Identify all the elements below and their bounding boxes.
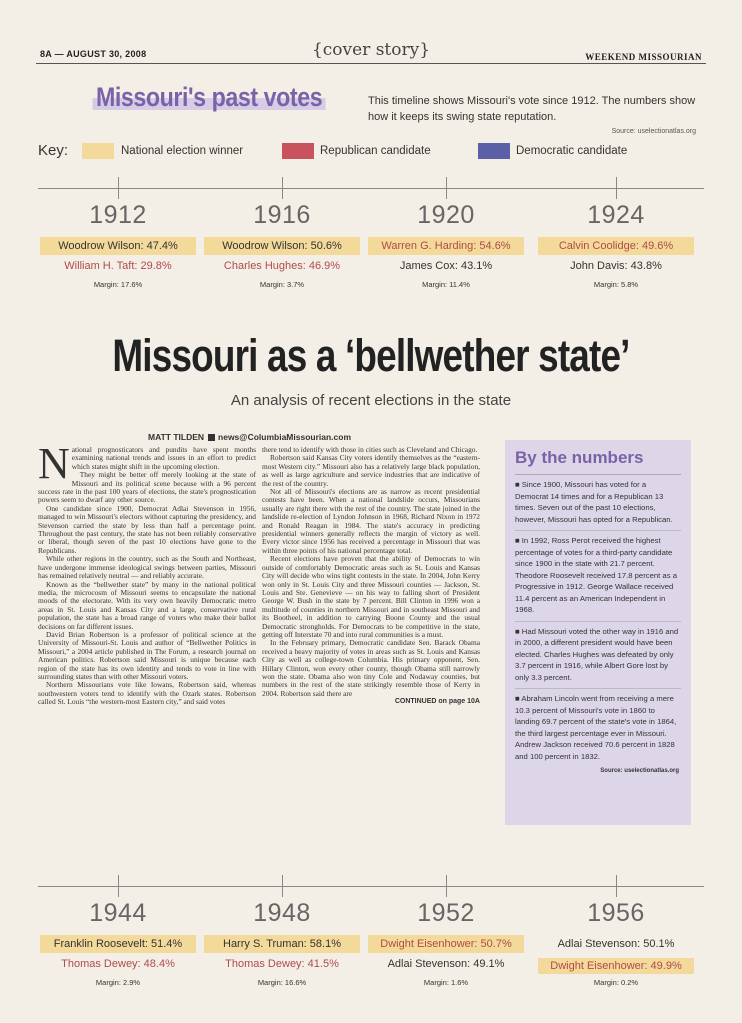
timeline-intro: This timeline shows Missouri's vote since 1912. The numbers show how it keeps its swing state reputation. xyxy=(368,95,696,123)
article-column-2 xyxy=(262,446,480,707)
tl-bot-year-1952: 1952 xyxy=(417,899,475,927)
timeline-axis-bottom xyxy=(38,886,704,887)
sidebar-divider xyxy=(515,530,681,531)
article-paragraph: Northern Missourians vote like Iowans, Robertson said, whereas southwestern voters tend to identify with the Ozark states. Robertson called St. Louis “the western-most Eastern city,” and said votes xyxy=(38,680,256,707)
tl-bot-year-1944: 1944 xyxy=(89,899,147,927)
margin-label: Margin: 11.4% xyxy=(422,280,470,289)
key-text-winner: National election winner xyxy=(121,145,244,157)
key-swatch-republican xyxy=(282,143,314,159)
candidate-first: Dwight Eisenhower: 50.7% xyxy=(368,935,524,953)
tl-bot-tick-1952 xyxy=(446,875,447,897)
article-paragraph: Robertson said Kansas City voters identify themselves as the “eastern-most Western city.” Missouri also has a relatively large black population, as well as large agriculture and service industries that are indicative of the rest of the country. xyxy=(262,453,480,488)
article-paragraph: there tend to identify with those in cities such as Cleveland and Chicago. xyxy=(262,445,478,454)
candidate-second: Charles Hughes: 46.9% xyxy=(223,260,341,272)
candidate-second: Thomas Dewey: 48.4% xyxy=(61,958,175,970)
article-paragraph: While other regions in the country, such as the South and Northeast, have undergone immense ideological swings between parties, Missouri has remained relatively neutral — and reliably accurate. xyxy=(38,554,256,581)
article-paragraph: They might be better off merely looking at the state of Missouri and its political scene because with a 96 percent success rate in the past 100 years of elections, the state's prognostication powers seem to dwarf any other source. xyxy=(38,470,256,505)
article-paragraph: In the February primary, Democratic candidate Sen. Barack Obama received a heavy majority of votes in areas such as St. Louis and Kansas City as well as college-town Columbia. His primary opponent, Sen. Hillary Clinton, won every other county, though Obama still narrowly won the state. Obama also won tiny Cole and Nodaway counties, but numbers in the rest of the state strikingly resemble those of Kerry in 2004. Robertson said there are xyxy=(262,638,480,698)
candidate-first: Calvin Coolidge: 49.6% xyxy=(538,237,694,255)
article-column-1 xyxy=(38,439,256,707)
article-paragraph: One candidate since 1900, Democrat Adlai Stevenson in 1956, managed to win Missouri's electors without capturing the presidency, and Stevenson carried the state by less than half a percentage point. Throughout the past century, the state has not been reliably conservative or liberal, though seven of the past 10 elections have gone to the Republicans. xyxy=(38,503,256,555)
margin-label: Margin: 3.7% xyxy=(259,280,305,289)
candidate-first: Franklin Roosevelt: 51.4% xyxy=(40,935,196,953)
sidebar-item: ■ In 1992, Ross Perot received the highest percentage of votes for a third-party candidate since 1900 in the state with 21.7 percent. Theodore Roosevelt received 17.8 percent as a Progressive in 1912. George Wallace received 11.4 percent as an American Independent in 1968. xyxy=(515,536,677,614)
key-label: Key: xyxy=(38,142,69,159)
sidebar-title: By the numbers xyxy=(515,448,644,467)
key-text-democratic: Democratic candidate xyxy=(516,145,628,157)
margin-label: Margin: 16.6% xyxy=(257,978,307,987)
margin-label: Margin: 1.6% xyxy=(423,978,469,987)
tl-top-tick-1924 xyxy=(616,177,617,199)
candidate-first: Harry S. Truman: 58.1% xyxy=(204,935,360,953)
tl-bot-year-1956: 1956 xyxy=(587,899,645,927)
tl-top-tick-1920 xyxy=(446,177,447,199)
tl-top-year-1924: 1924 xyxy=(587,201,645,229)
by-the-numbers-sidebar xyxy=(505,440,691,825)
key-swatch-democratic xyxy=(478,143,510,159)
timeline-title xyxy=(96,82,322,113)
timeline-source: Source: uselectionatlas.org xyxy=(611,128,696,135)
page-folio: 8A — AUGUST 30, 2008 xyxy=(40,49,147,59)
header-rule xyxy=(36,63,706,64)
section-label: {cover story} xyxy=(311,40,431,60)
candidate-second: William H. Taft: 29.8% xyxy=(64,260,172,272)
timeline-axis-top xyxy=(38,188,704,189)
sidebar-rule xyxy=(515,474,681,475)
headline: Missouri as a ‘bellwether state’ xyxy=(112,330,630,381)
article-paragraph: ational prognosticators and pundits have spent months examining national trends and issues in an effort to predict which states might shift in the upcoming election. xyxy=(71,445,256,471)
timeline-title-text: Missouri's past votes xyxy=(96,82,323,112)
sidebar-source: Source: uselectionatlas.org xyxy=(600,768,679,774)
tl-bot-year-1948: 1948 xyxy=(253,899,311,927)
key-swatch-winner xyxy=(82,143,114,159)
margin-label: Margin: 17.6% xyxy=(93,280,143,289)
candidate-second: James Cox: 43.1% xyxy=(399,260,493,272)
publication-name: WEEKEND MISSOURIAN xyxy=(585,52,702,62)
tl-bot-tick-1944 xyxy=(118,875,119,897)
article-paragraph: Known as the “bellwether state” by many in the national political media, the microcosm of Missouri seems to encapsulate the national moods of the electorate. With its very own heavily Democratic metro areas in St. Louis and Kansas City and a large, conservative rural population, the state has a broad range of voters who make their ballot decisions on far different issues. xyxy=(38,579,256,631)
tl-top-tick-1912 xyxy=(118,177,119,199)
tl-top-year-1920: 1920 xyxy=(417,201,475,229)
candidate-first: Woodrow Wilson: 47.4% xyxy=(40,237,196,255)
candidate-second: John Davis: 43.8% xyxy=(570,260,662,272)
tl-top-tick-1916 xyxy=(282,177,283,199)
candidate-first: Woodrow Wilson: 50.6% xyxy=(204,237,360,255)
sidebar-divider xyxy=(515,621,681,622)
tl-bot-tick-1956 xyxy=(616,875,617,897)
candidate-second: Adlai Stevenson: 49.1% xyxy=(387,958,505,970)
byline-name: MATT TILDEN xyxy=(148,432,205,442)
candidate-second: Dwight Eisenhower: 49.9% xyxy=(538,958,694,974)
drop-cap: N xyxy=(38,439,70,488)
sidebar-item: ■ Since 1900, Missouri has voted for a Democrat 14 times and for a Republican 13 times. Seven out of the past 10 elections, however, Missouri has opted for a Republican. xyxy=(515,480,673,524)
sidebar-divider xyxy=(515,688,681,689)
article-paragraph: Not all of Missouri's elections are as narrow as recent presidential contests have been. When a national landslide occurs, Missourians usually are right there with the rest of the country. The state joined in the landslide re-election of Lyndon Johnson in 1968, Richard Nixon in 1972 and Ronald Reagan in 1984. The state's accuracy in predicting presidential winners generally reflects the margin of victory as well. Every victor since 1956 has received a percentage in Missouri that was within three points of his national percentage total. xyxy=(262,487,480,555)
candidate-second: Thomas Dewey: 41.5% xyxy=(225,958,339,970)
tl-top-year-1912: 1912 xyxy=(89,201,147,229)
candidate-first: Adlai Stevenson: 50.1% xyxy=(557,938,675,950)
article-paragraph: David Brian Robertson is a professor of political science at the University of Missouri-St. Louis and author of “Bellwether Politics in Missouri,” a 2004 article published in The Forum, a research journal on American politics. Robertson said Missouri is unique because each region of the state has its own identity and tends to vote in line with surrounding states than with other Missouri voters. xyxy=(38,629,256,681)
candidate-first: Warren G. Harding: 54.6% xyxy=(368,237,524,255)
margin-label: Margin: 0.2% xyxy=(593,978,639,987)
sidebar-item: ■ Abraham Lincoln went from receiving a mere 10.3 percent of Missouri's vote in 1860 to landing 69.7 percent of the state's vote in 1864, the third largest percentage ever in Missouri. Andrew Jackson received 70.6 percent in 1828 and 100 percent in 1832. xyxy=(515,694,677,761)
margin-label: Margin: 5.8% xyxy=(593,280,639,289)
byline-email: news@ColumbiaMissourian.com xyxy=(218,432,352,442)
subhead: An analysis of recent elections in the state xyxy=(230,392,512,409)
sidebar-item: ■ Had Missouri voted the other way in 1916 and in 2000, a different president would have been elected. Charles Hughes was defeated by only 3.7 percent in 1916, while Albert Gore lost by only 3.3 percent. xyxy=(515,626,679,682)
byline xyxy=(148,432,351,442)
continued-line: CONTINUED on page 10A xyxy=(394,698,480,706)
article-paragraph: Recent elections have proven that the ability of Democrats to win outside of comfortably Democratic areas such as St. Louis and Kansas City will decide who wins tight contests in the state. In 2004, John Kerry won only in St. Louis City and three Missouri counties — Jackson, St. Louis and Ste. Genevieve — on his way to falling short of President George W. Bush in the state by 7 percent. Bill Clinton in 1996 won a multitude of counties in northern Missouri and in southeast Missouri and its Bootheel, in addition to carrying Boone County and the usual Democratic strongholds. For Democrats to be competitive in the state, getting off Interstate 70 and into rural communities is a must. xyxy=(262,554,480,639)
tl-top-year-1916: 1916 xyxy=(253,201,311,229)
tl-bot-tick-1948 xyxy=(282,875,283,897)
key-text-republican: Republican candidate xyxy=(320,145,431,157)
margin-label: Margin: 2.9% xyxy=(95,978,141,987)
